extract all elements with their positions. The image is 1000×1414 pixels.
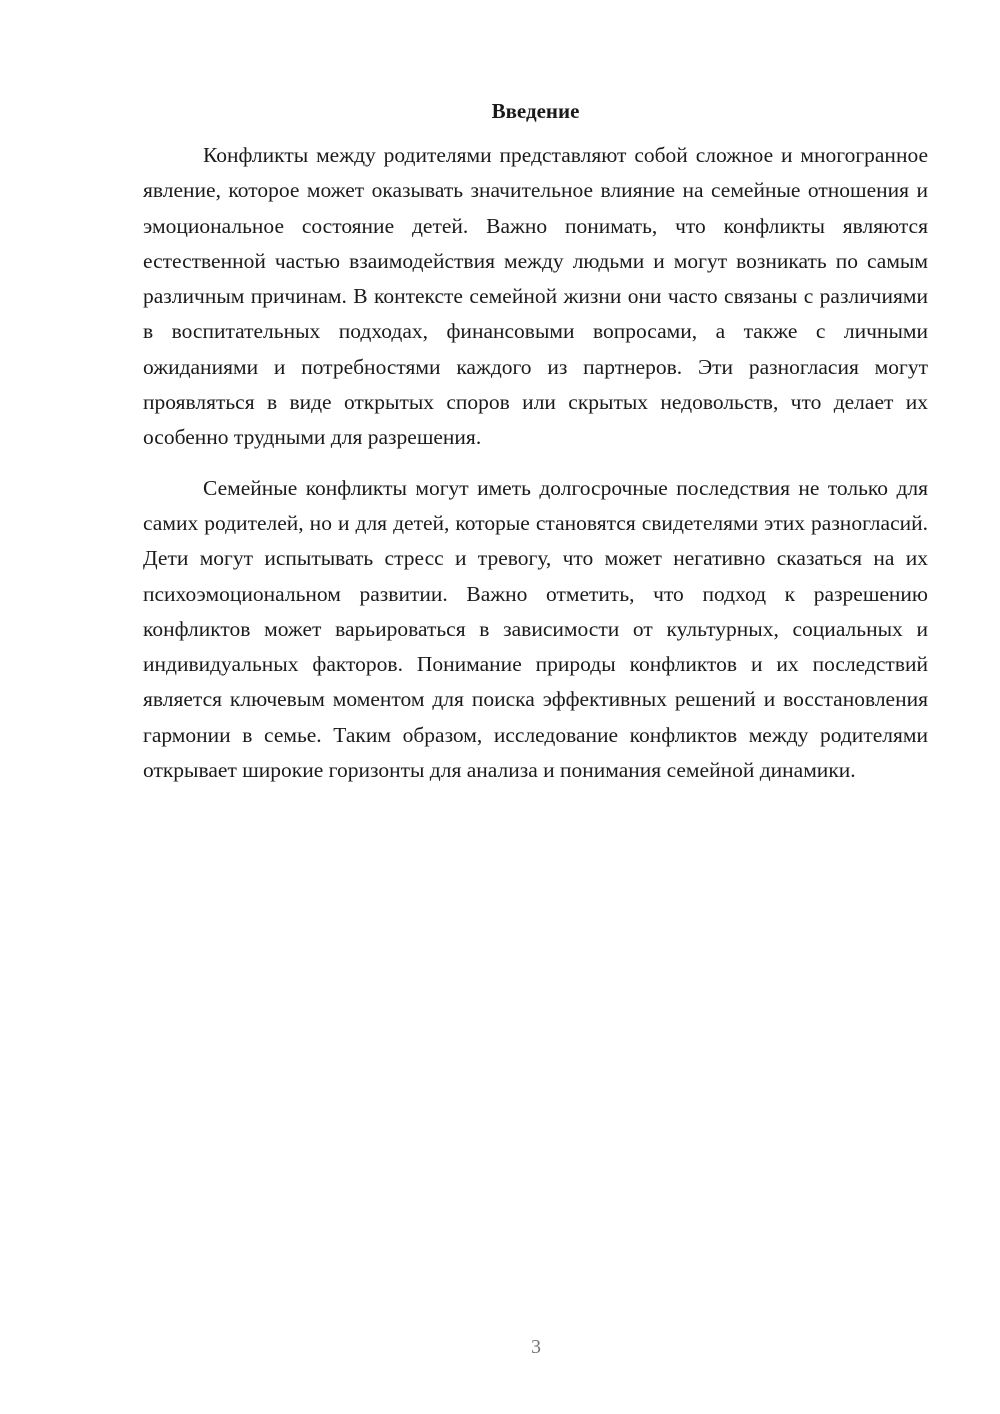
paragraph-2: Семейные конфликты могут иметь долгосрочные последствия не только для самих родителей, но и для детей, которые становятся свидетелями этих разногласий. Дети могут испытывать стресс и тревогу, что может негативно сказаться на их психоэмоциональном развитии. Важно отметить, что подход к разрешению конфликтов может варьироваться в зависимости от культурных, социальных и индивидуальных факторов. Понимание природы конфликтов и их последствий является ключевым моментом для поиска эффективных решений и восстановления гармонии в семье. Таким образом, исследование конфликтов между родителями открывает широкие горизонты для анализа и понимания семейной динамики. <box>143 475 928 783</box>
paragraph-1: Конфликты между родителями представляют собой сложное и многогранное явление, которое может оказывать значительное влияние на семейные отношения и эмоциональное состояние детей. Важно понимать, что конфликты являются естественной частью взаимодействия между людьми и могут возникать по самым различным причинам. В контексте семейной жизни они часто связаны с различиями в воспитательных подходах, финансовыми вопросами, а также с личными ожиданиями и потребностями каждого из партнеров. Эти разногласия могут проявляться в виде открытых споров или скрытых недовольств, что делает их особенно трудными для разрешения. <box>143 143 928 450</box>
section-heading: Введение <box>491 99 580 123</box>
page-content <box>143 96 928 788</box>
page-number: 3 <box>531 1336 541 1358</box>
